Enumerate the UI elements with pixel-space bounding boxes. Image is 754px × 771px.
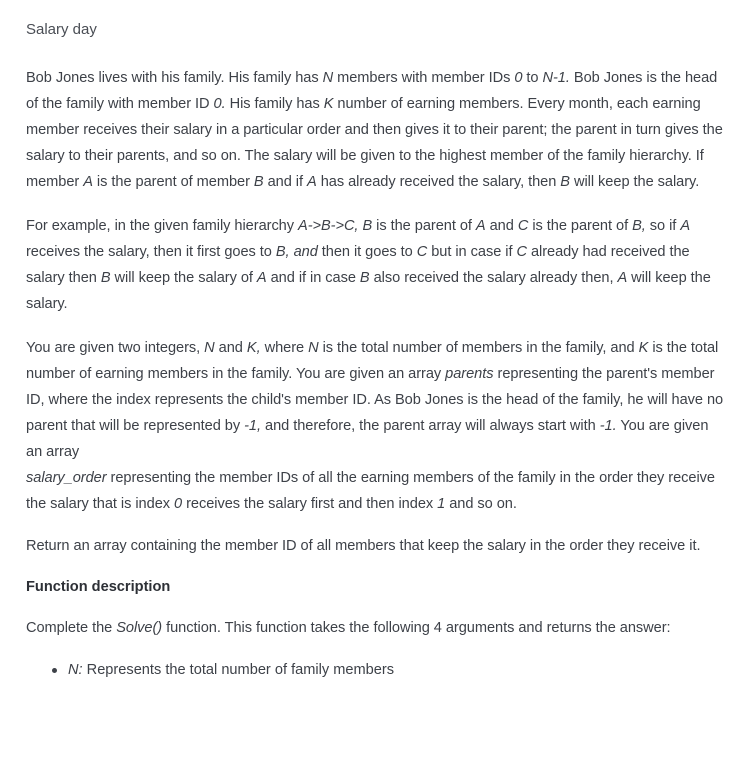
italic-term: Solve() [116, 620, 163, 636]
problem-title: Salary day [26, 21, 97, 38]
italic-term: B [253, 174, 264, 190]
paragraph-input-description: You are given two integers, N and K, where N is the total number of members in the family, and K is the total number of earning members in the family. You are given an array parents representing the parent's member ID, where the index represents the child's member ID. As Bob Jones is the head of the family, he will have no parent that will be represented by -1, and therefore, the parent array will always start with -1. You are given an array salary_order representing the member IDs of all the earning members of the family in the order they receive the salary that is index 0 receives the salary first and then index 1 and so on. [26, 340, 724, 512]
arguments-list [26, 657, 728, 683]
italic-term: B [362, 218, 373, 234]
italic-term: 1 [437, 496, 446, 512]
italic-term: A->B->C, [298, 218, 359, 234]
italic-term: 0 [174, 496, 183, 512]
italic-term: 0. [213, 96, 226, 112]
italic-term: B [359, 270, 370, 286]
italic-term: C [517, 218, 529, 234]
argument-item [50, 657, 728, 683]
function-description-heading: Function description [26, 579, 171, 595]
italic-term: A [256, 270, 267, 286]
italic-term: B [560, 174, 570, 190]
italic-term: N [204, 340, 215, 356]
italic-term: C [516, 244, 527, 260]
italic-term: A [83, 174, 93, 190]
italic-term: and [293, 244, 318, 260]
paragraph-output-description: Return an array containing the member ID of all members that keep the salary in the order they receive it. [26, 538, 701, 554]
italic-term: 0 [514, 70, 523, 86]
paragraph-intro: Bob Jones lives with his family. His family has N members with member IDs 0 to N-1. Bob Jones is the head of the family with member ID 0. His family has K number of earning members. Every month, each earning member receives their salary in a particular order and then gives it to their parent; the parent in turn gives the salary to their parents, and so on. The salary will be given to the highest member of the family hierarchy. If member A is the parent of member B and if A has already received the salary, then B will keep the salary. [26, 70, 723, 190]
italic-term: B [100, 270, 111, 286]
italic-term: B, [632, 218, 646, 234]
bullet-icon [52, 668, 57, 673]
italic-term: A [617, 270, 628, 286]
italic-term: salary_order [26, 470, 107, 486]
italic-term: -1, [244, 418, 261, 434]
italic-term: A [680, 218, 691, 234]
italic-term: C [416, 244, 428, 260]
italic-term: K [323, 96, 334, 112]
italic-term: N: [68, 662, 83, 678]
italic-term: N-1. [542, 70, 570, 86]
paragraph-function-intro: Complete the Solve() function. This function takes the following 4 arguments and returns the answer: [26, 620, 671, 636]
italic-term: parents [445, 366, 494, 382]
italic-term: B, [275, 244, 290, 260]
argument-text: N: Represents the total number of family members [68, 662, 395, 678]
italic-term: A [475, 218, 486, 234]
italic-term: N [308, 340, 319, 356]
italic-term: A [307, 174, 317, 190]
italic-term: K [638, 340, 649, 356]
italic-term: N [322, 70, 334, 86]
italic-term: K, [246, 340, 261, 356]
italic-term: -1. [599, 418, 617, 434]
paragraph-example: For example, in the given family hierarchy A->B->C, B is the parent of A and C is the parent of B, so if A receives the salary, then it first goes to B, and then it goes to C but in case if C already had received the salary then B will keep the salary of A and if in case B also received the salary already then, A will keep the salary. [26, 218, 711, 312]
